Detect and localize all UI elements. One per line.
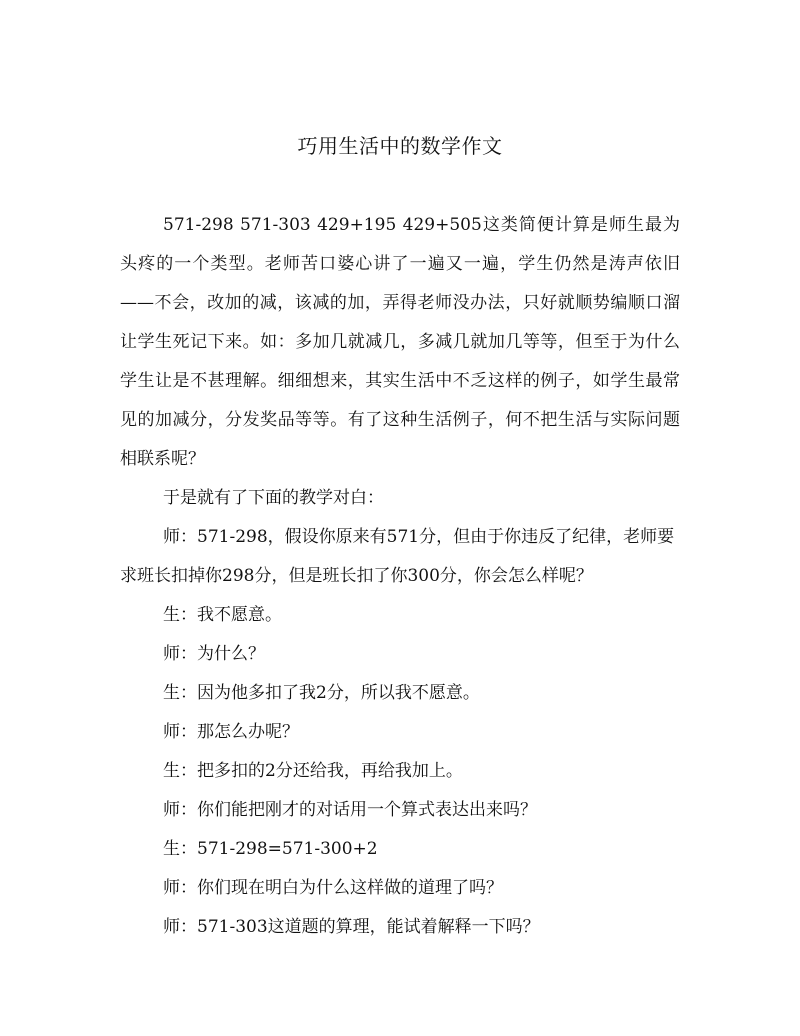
paragraph-intro: 571-298 571-303 429+195 429+505这类简便计算是师生最为头疼的一个类型。老师苦口婆心讲了一遍又一遍，学生仍然是涛声依旧——不会，改加的减，该减的加，弄得老师没办法，只好就顺势编顺口溜让学生死记下来。如：多加几就减几，多减几就加几等等，但至于为什么学生让是不甚理解。细细想来，其实生活中不乏这样的例子，如学生最常见的加减分，分发奖品等等。有了这种生活例子，何不把生活与实际问题相联系呢？ bbox=[120, 215, 680, 469]
paragraph-student-answer-2: 生：因为他多扣了我2分，所以我不愿意。 bbox=[163, 683, 480, 703]
paragraph-student-answer-3: 生：把多扣的2分还给我，再给我加上。 bbox=[163, 761, 463, 781]
paragraph-student-answer-1: 生：我不愿意。 bbox=[163, 605, 282, 625]
paragraph-teacher-question-1: 师：571-298，假设你原来有571分，但由于你违反了纪律，老师要求班长扣掉你298分，但是班长扣了你300分，你会怎么样呢？ bbox=[120, 527, 675, 586]
document-title: 巧用生活中的数学作文 bbox=[297, 134, 503, 158]
paragraph-teacher-question-2: 师：为什么？ bbox=[163, 644, 265, 664]
paragraph-teacher-question-3: 师：那怎么办呢？ bbox=[163, 722, 299, 742]
paragraph-teacher-question-5: 师：你们现在明白为什么这样做的道理了吗？ bbox=[163, 878, 503, 898]
paragraph-teacher-question-4: 师：你们能把刚才的对话用一个算式表达出来吗？ bbox=[163, 800, 537, 820]
paragraph-teacher-question-6: 师：571-303这道题的算理，能试着解释一下吗？ bbox=[163, 917, 540, 937]
paragraph-student-answer-4: 生：571-298=571-300+2 bbox=[163, 839, 378, 859]
paragraph-dialogue-intro: 于是就有了下面的教学对白： bbox=[163, 488, 384, 508]
document-body bbox=[120, 206, 680, 947]
